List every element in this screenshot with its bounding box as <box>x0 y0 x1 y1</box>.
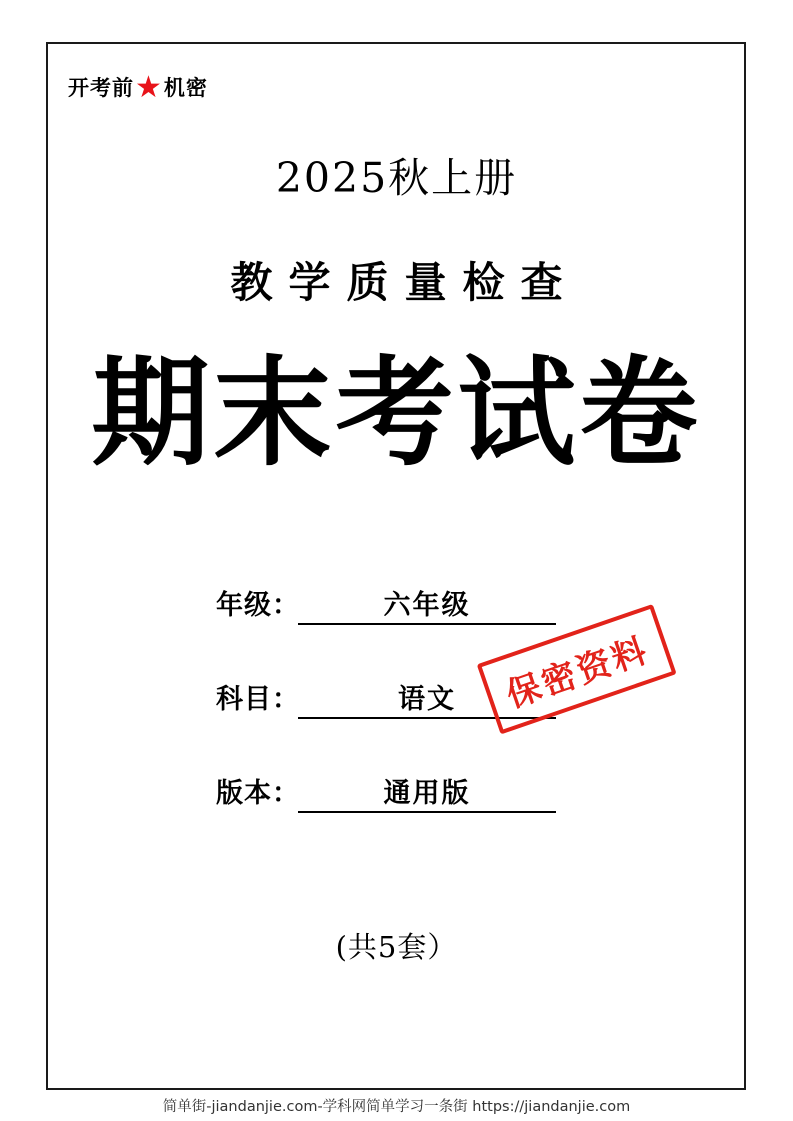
field-row-edition <box>216 763 576 857</box>
term-year-line: 2025秋上册 <box>275 154 518 202</box>
field-underline-subject <box>298 717 556 719</box>
field-underline-grade <box>298 623 556 625</box>
field-label-subject: 科目： <box>216 684 300 715</box>
field-label-grade: 年级： <box>216 590 300 621</box>
field-value-edition: 通用版 <box>383 778 471 809</box>
field-label-edition: 版本： <box>216 778 300 809</box>
star-icon: ★ <box>135 70 163 105</box>
field-value-subject: 语文 <box>398 684 456 715</box>
confidential-notice-before: 开考前 <box>68 76 134 100</box>
page-title: 期末考试卷 <box>91 344 702 482</box>
set-count-label: (共5套） <box>335 930 458 964</box>
confidential-stamp-text: 保密资料 <box>501 629 655 716</box>
field-underline-edition <box>298 811 556 813</box>
field-value-grade: 六年级 <box>383 590 471 621</box>
field-row-grade <box>216 575 576 669</box>
field-row-subject <box>216 669 576 763</box>
subtitle-line: 教学质量检查 <box>230 258 579 307</box>
confidential-notice <box>68 70 208 105</box>
field-list <box>216 575 576 857</box>
confidential-notice-after: 机密 <box>163 76 208 100</box>
footer-watermark: 简单街-jiandanjie.com-学科网简单学习一条街 https://jiandanjie.com <box>162 1099 631 1115</box>
